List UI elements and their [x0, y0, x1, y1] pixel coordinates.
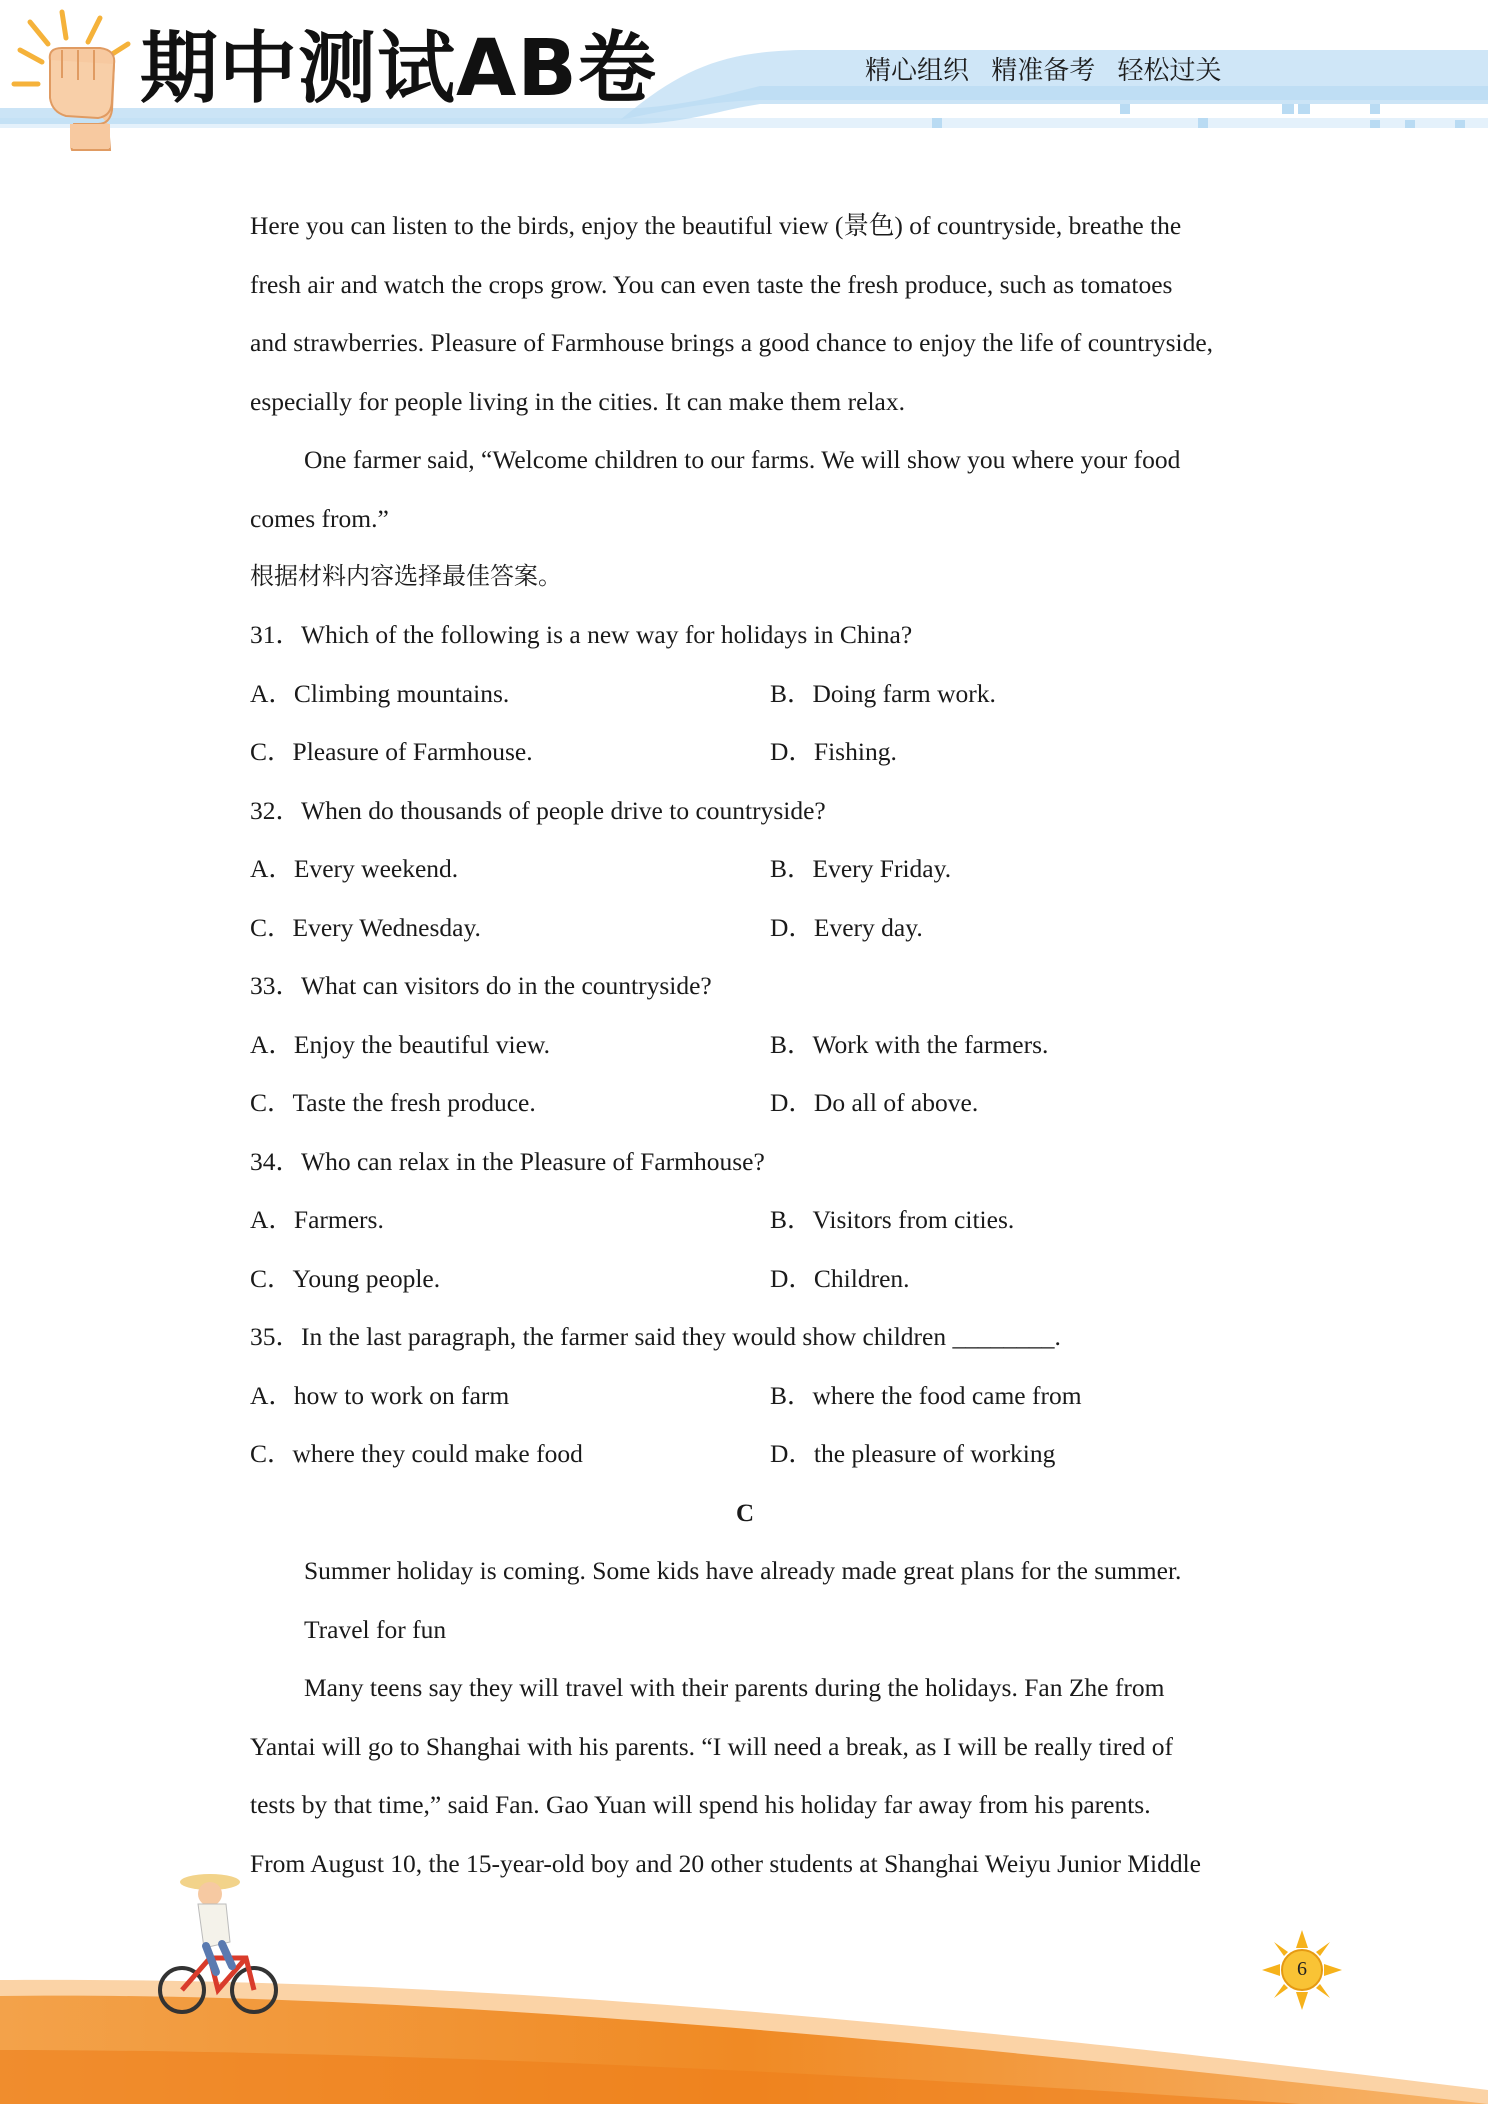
option-d: D．the pleasure of working — [770, 1439, 1056, 1468]
question-stem: 34．Who can relax in the Pleasure of Farmhouse? — [250, 1147, 765, 1176]
option-a: A．Enjoy the beautiful view. — [250, 1030, 551, 1059]
option-c: C．Every Wednesday. — [250, 913, 481, 942]
option-d: D．Children. — [770, 1264, 910, 1293]
option-c: C．Pleasure of Farmhouse. — [250, 737, 533, 766]
passage-line: comes from.” — [250, 504, 389, 533]
bicycle-rider-icon — [150, 1862, 290, 2022]
instruction: 根据材料内容选择最佳答案。 — [250, 562, 562, 590]
page-footer — [0, 1900, 1488, 2104]
passage-line: Yantai will go to Shanghai with his parents. “I will need a break, as I will be really tired of — [250, 1732, 1173, 1761]
passage-intro: Summer holiday is coming. Some kids have already made great plans for the summer. — [304, 1556, 1182, 1585]
option-a: A．Every weekend. — [250, 854, 459, 883]
passage-line: tests by that time,” said Fan. Gao Yuan will spend his holiday far away from his parents. — [250, 1790, 1151, 1819]
passage-line: especially for people living in the cities. It can make them relax. — [250, 387, 905, 416]
question-stem: 35．In the last paragraph, the farmer said they would show children ________. — [250, 1322, 1061, 1351]
option-c: C．Taste the fresh produce. — [250, 1088, 536, 1117]
option-d: D．Do all of above. — [770, 1088, 979, 1117]
option-c: C．where they could make food — [250, 1439, 583, 1468]
section-heading: C — [736, 1500, 755, 1527]
question-stem: 31．Which of the following is a new way for holidays in China? — [250, 620, 913, 649]
passage-line: From August 10, the 15-year-old boy and 20 other students at Shanghai Weiyu Junior Middle — [250, 1849, 1201, 1878]
option-b: B．Doing farm work. — [770, 679, 996, 708]
option-d: D．Fishing. — [770, 737, 897, 766]
option-a: A．Farmers. — [250, 1205, 384, 1234]
passage-line: fresh air and watch the crops grow. You can even taste the fresh produce, such as tomatoes — [250, 270, 1173, 299]
passage-line: Many teens say they will travel with their parents during the holidays. Fan Zhe from — [304, 1673, 1165, 1702]
passage-line: One farmer said, “Welcome children to our farms. We will show you where your food — [304, 445, 1181, 474]
question-stem: 32．When do thousands of people drive to countryside? — [250, 796, 826, 825]
fist-icon — [0, 0, 150, 160]
brand-title: 期中测试AB卷 — [140, 24, 657, 114]
header-slogan: 精心组织 精准备考 轻松过关 — [865, 56, 1222, 86]
option-a: A．Climbing mountains. — [250, 679, 510, 708]
option-b: B．Every Friday. — [770, 854, 952, 883]
option-b: B．Work with the farmers. — [770, 1030, 1049, 1059]
question-stem: 33．What can visitors do in the countryside? — [250, 971, 712, 1000]
page-header — [0, 0, 1488, 160]
passage-subheading: Travel for fun — [304, 1615, 447, 1644]
option-b: B．where the food came from — [770, 1381, 1082, 1410]
option-a: A．how to work on farm — [250, 1381, 510, 1410]
option-d: D．Every day. — [770, 913, 923, 942]
page-number: 6 — [1297, 1958, 1307, 1980]
passage-line: Here you can listen to the birds, enjoy the beautiful view (景色) of countryside, breathe the — [250, 211, 1182, 240]
passage-line: and strawberries. Pleasure of Farmhouse brings a good chance to enjoy the life of countryside, — [250, 328, 1214, 357]
option-b: B．Visitors from cities. — [770, 1205, 1015, 1234]
option-c: C．Young people. — [250, 1264, 441, 1293]
